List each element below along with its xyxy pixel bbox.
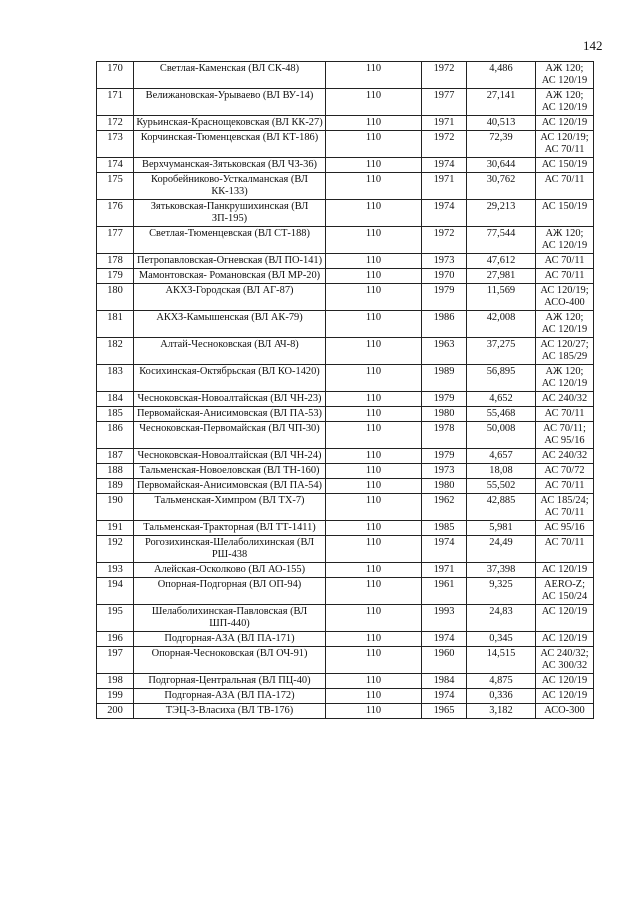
length-cell: 47,612 xyxy=(467,254,536,269)
year-cell: 1971 xyxy=(422,563,467,578)
voltage-cell: 110 xyxy=(326,227,422,254)
table-row xyxy=(97,422,594,449)
length-cell: 50,008 xyxy=(467,422,536,449)
line-name-cell: Корчинская-Тюменцевская (ВЛ КТ-186) xyxy=(134,131,326,158)
wire-type-cell: АС 120/19; АСО-400 xyxy=(536,284,594,311)
wire-type-cell: АС 120/19 xyxy=(536,674,594,689)
voltage-cell: 110 xyxy=(326,173,422,200)
table-row xyxy=(97,269,594,284)
line-name-cell: Тальменская-Тракторная (ВЛ ТТ-1411) xyxy=(134,521,326,536)
wire-type-cell: АС 70/11 xyxy=(536,536,594,563)
year-cell: 1974 xyxy=(422,689,467,704)
line-name-cell: Светлая-Каменская (ВЛ СК-48) xyxy=(134,62,326,89)
year-cell: 1961 xyxy=(422,578,467,605)
length-cell: 55,468 xyxy=(467,407,536,422)
year-cell: 1963 xyxy=(422,338,467,365)
table-row xyxy=(97,449,594,464)
year-cell: 1980 xyxy=(422,479,467,494)
row-number-cell: 178 xyxy=(97,254,134,269)
wire-type-cell: АЖ 120; АС 120/19 xyxy=(536,89,594,116)
length-cell: 5,981 xyxy=(467,521,536,536)
row-number-cell: 185 xyxy=(97,407,134,422)
line-name-cell: Опорная-Подгорная (ВЛ ОП-94) xyxy=(134,578,326,605)
table-row xyxy=(97,62,594,89)
table-row xyxy=(97,158,594,173)
voltage-cell: 110 xyxy=(326,536,422,563)
power-lines-table xyxy=(96,61,594,719)
length-cell: 4,486 xyxy=(467,62,536,89)
wire-type-cell: АС 120/19 xyxy=(536,689,594,704)
voltage-cell: 110 xyxy=(326,338,422,365)
table-row xyxy=(97,311,594,338)
voltage-cell: 110 xyxy=(326,158,422,173)
length-cell: 9,325 xyxy=(467,578,536,605)
wire-type-cell: АСО-300 xyxy=(536,704,594,719)
table-row xyxy=(97,479,594,494)
line-name-cell: Алейская-Осколково (ВЛ АО-155) xyxy=(134,563,326,578)
line-name-cell: Светлая-Тюменцевская (ВЛ СТ-188) xyxy=(134,227,326,254)
row-number-cell: 192 xyxy=(97,536,134,563)
voltage-cell: 110 xyxy=(326,365,422,392)
year-cell: 1972 xyxy=(422,131,467,158)
line-name-cell: Велижановская-Урываево (ВЛ ВУ-14) xyxy=(134,89,326,116)
year-cell: 1993 xyxy=(422,605,467,632)
length-cell: 4,652 xyxy=(467,392,536,407)
wire-type-cell: АС 120/19 xyxy=(536,605,594,632)
table-row xyxy=(97,689,594,704)
table-row xyxy=(97,674,594,689)
line-name-cell: АКХЗ-Городская (ВЛ АГ-87) xyxy=(134,284,326,311)
voltage-cell: 110 xyxy=(326,311,422,338)
year-cell: 1977 xyxy=(422,89,467,116)
table-row xyxy=(97,392,594,407)
table-row xyxy=(97,116,594,131)
wire-type-cell: АС 240/32; АС 300/32 xyxy=(536,647,594,674)
voltage-cell: 110 xyxy=(326,563,422,578)
voltage-cell: 110 xyxy=(326,422,422,449)
row-number-cell: 194 xyxy=(97,578,134,605)
length-cell: 56,895 xyxy=(467,365,536,392)
table-row xyxy=(97,464,594,479)
table-row xyxy=(97,131,594,158)
length-cell: 0,336 xyxy=(467,689,536,704)
wire-type-cell: АЖ 120; АС 120/19 xyxy=(536,311,594,338)
wire-type-cell: АЖ 120; АС 120/19 xyxy=(536,365,594,392)
row-number-cell: 182 xyxy=(97,338,134,365)
year-cell: 1971 xyxy=(422,116,467,131)
row-number-cell: 188 xyxy=(97,464,134,479)
year-cell: 1978 xyxy=(422,422,467,449)
year-cell: 1979 xyxy=(422,284,467,311)
table-row xyxy=(97,632,594,647)
line-name-cell: Опорная-Чесноковская (ВЛ ОЧ-91) xyxy=(134,647,326,674)
table-row xyxy=(97,704,594,719)
length-cell: 77,544 xyxy=(467,227,536,254)
wire-type-cell: АС 150/19 xyxy=(536,200,594,227)
voltage-cell: 110 xyxy=(326,674,422,689)
wire-type-cell: АС 120/19 xyxy=(536,116,594,131)
line-name-cell: Первомайская-Анисимовская (ВЛ ПА-53) xyxy=(134,407,326,422)
voltage-cell: 110 xyxy=(326,392,422,407)
length-cell: 42,008 xyxy=(467,311,536,338)
voltage-cell: 110 xyxy=(326,131,422,158)
row-number-cell: 175 xyxy=(97,173,134,200)
wire-type-cell: АС 70/11; АС 95/16 xyxy=(536,422,594,449)
year-cell: 1962 xyxy=(422,494,467,521)
year-cell: 1989 xyxy=(422,365,467,392)
voltage-cell: 110 xyxy=(326,407,422,422)
row-number-cell: 189 xyxy=(97,479,134,494)
table-row xyxy=(97,521,594,536)
length-cell: 18,08 xyxy=(467,464,536,479)
row-number-cell: 171 xyxy=(97,89,134,116)
line-name-cell: Первомайская-Анисимовская (ВЛ ПА-54) xyxy=(134,479,326,494)
voltage-cell: 110 xyxy=(326,89,422,116)
wire-type-cell: АС 120/19 xyxy=(536,563,594,578)
line-name-cell: Рогозихинская-Шелаболихинская (ВЛ РШ-438 xyxy=(134,536,326,563)
line-name-cell: Подгорная-АЗА (ВЛ ПА-171) xyxy=(134,632,326,647)
wire-type-cell: АС 70/11 xyxy=(536,479,594,494)
row-number-cell: 199 xyxy=(97,689,134,704)
length-cell: 55,502 xyxy=(467,479,536,494)
length-cell: 14,515 xyxy=(467,647,536,674)
wire-type-cell: АС 70/11 xyxy=(536,269,594,284)
year-cell: 1972 xyxy=(422,62,467,89)
line-name-cell: Косихинская-Октябрьская (ВЛ КО-1420) xyxy=(134,365,326,392)
year-cell: 1974 xyxy=(422,158,467,173)
table-row xyxy=(97,254,594,269)
wire-type-cell: АС 240/32 xyxy=(536,392,594,407)
row-number-cell: 186 xyxy=(97,422,134,449)
wire-type-cell: АС 70/72 xyxy=(536,464,594,479)
row-number-cell: 184 xyxy=(97,392,134,407)
voltage-cell: 110 xyxy=(326,647,422,674)
line-name-cell: ТЭЦ-3-Власиха (ВЛ ТВ-176) xyxy=(134,704,326,719)
row-number-cell: 177 xyxy=(97,227,134,254)
length-cell: 4,875 xyxy=(467,674,536,689)
row-number-cell: 187 xyxy=(97,449,134,464)
wire-type-cell: АЖ 120; АС 120/19 xyxy=(536,227,594,254)
length-cell: 30,644 xyxy=(467,158,536,173)
row-number-cell: 195 xyxy=(97,605,134,632)
row-number-cell: 174 xyxy=(97,158,134,173)
table-row xyxy=(97,536,594,563)
year-cell: 1972 xyxy=(422,227,467,254)
wire-type-cell: АС 120/19 xyxy=(536,632,594,647)
table-row xyxy=(97,284,594,311)
table-body xyxy=(97,62,594,719)
table-row xyxy=(97,365,594,392)
wire-type-cell: АС 70/11 xyxy=(536,254,594,269)
table-row xyxy=(97,563,594,578)
row-number-cell: 179 xyxy=(97,269,134,284)
table-row xyxy=(97,89,594,116)
row-number-cell: 200 xyxy=(97,704,134,719)
year-cell: 1985 xyxy=(422,521,467,536)
row-number-cell: 193 xyxy=(97,563,134,578)
voltage-cell: 110 xyxy=(326,284,422,311)
year-cell: 1974 xyxy=(422,200,467,227)
voltage-cell: 110 xyxy=(326,578,422,605)
year-cell: 1970 xyxy=(422,269,467,284)
line-name-cell: Шелаболихинская-Павловская (ВЛ ШП-440) xyxy=(134,605,326,632)
table-row xyxy=(97,494,594,521)
voltage-cell: 110 xyxy=(326,449,422,464)
table-row xyxy=(97,647,594,674)
row-number-cell: 190 xyxy=(97,494,134,521)
line-name-cell: Мамонтовская- Романовская (ВЛ МР-20) xyxy=(134,269,326,284)
length-cell: 72,39 xyxy=(467,131,536,158)
voltage-cell: 110 xyxy=(326,269,422,284)
row-number-cell: 180 xyxy=(97,284,134,311)
wire-type-cell: АС 150/19 xyxy=(536,158,594,173)
row-number-cell: 197 xyxy=(97,647,134,674)
length-cell: 27,981 xyxy=(467,269,536,284)
row-number-cell: 191 xyxy=(97,521,134,536)
voltage-cell: 110 xyxy=(326,632,422,647)
wire-type-cell: АС 185/24; АС 70/11 xyxy=(536,494,594,521)
voltage-cell: 110 xyxy=(326,689,422,704)
row-number-cell: 176 xyxy=(97,200,134,227)
length-cell: 42,885 xyxy=(467,494,536,521)
line-name-cell: Алтай-Чесноковская (ВЛ АЧ-8) xyxy=(134,338,326,365)
length-cell: 24,83 xyxy=(467,605,536,632)
length-cell: 37,275 xyxy=(467,338,536,365)
length-cell: 30,762 xyxy=(467,173,536,200)
row-number-cell: 198 xyxy=(97,674,134,689)
wire-type-cell: AERO-Z; АС 150/24 xyxy=(536,578,594,605)
row-number-cell: 181 xyxy=(97,311,134,338)
line-name-cell: Тальменская-Новоеловская (ВЛ ТН-160) xyxy=(134,464,326,479)
table-row xyxy=(97,338,594,365)
year-cell: 1984 xyxy=(422,674,467,689)
length-cell: 4,657 xyxy=(467,449,536,464)
year-cell: 1971 xyxy=(422,173,467,200)
year-cell: 1973 xyxy=(422,464,467,479)
length-cell: 24,49 xyxy=(467,536,536,563)
length-cell: 11,569 xyxy=(467,284,536,311)
wire-type-cell: АС 120/27; АС 185/29 xyxy=(536,338,594,365)
voltage-cell: 110 xyxy=(326,479,422,494)
line-name-cell: Коробейниково-Усткалманская (ВЛ КК-133) xyxy=(134,173,326,200)
line-name-cell: Чесноковская-Новоалтайская (ВЛ ЧН-23) xyxy=(134,392,326,407)
row-number-cell: 173 xyxy=(97,131,134,158)
voltage-cell: 110 xyxy=(326,494,422,521)
voltage-cell: 110 xyxy=(326,704,422,719)
wire-type-cell: АС 95/16 xyxy=(536,521,594,536)
row-number-cell: 183 xyxy=(97,365,134,392)
year-cell: 1965 xyxy=(422,704,467,719)
voltage-cell: 110 xyxy=(326,605,422,632)
year-cell: 1973 xyxy=(422,254,467,269)
line-name-cell: Петропавловская-Огневская (ВЛ ПО-141) xyxy=(134,254,326,269)
year-cell: 1979 xyxy=(422,392,467,407)
line-name-cell: Тальменская-Химпром (ВЛ ТХ-7) xyxy=(134,494,326,521)
voltage-cell: 110 xyxy=(326,200,422,227)
length-cell: 40,513 xyxy=(467,116,536,131)
wire-type-cell: АС 70/11 xyxy=(536,407,594,422)
table-row xyxy=(97,578,594,605)
wire-type-cell: АС 70/11 xyxy=(536,173,594,200)
table-row xyxy=(97,200,594,227)
voltage-cell: 110 xyxy=(326,464,422,479)
year-cell: 1980 xyxy=(422,407,467,422)
row-number-cell: 170 xyxy=(97,62,134,89)
voltage-cell: 110 xyxy=(326,116,422,131)
length-cell: 3,182 xyxy=(467,704,536,719)
voltage-cell: 110 xyxy=(326,254,422,269)
line-name-cell: Подгорная-Центральная (ВЛ ПЦ-40) xyxy=(134,674,326,689)
year-cell: 1986 xyxy=(422,311,467,338)
table-row xyxy=(97,407,594,422)
wire-type-cell: АС 120/19; АС 70/11 xyxy=(536,131,594,158)
year-cell: 1974 xyxy=(422,632,467,647)
line-name-cell: Подгорная-АЗА (ВЛ ПА-172) xyxy=(134,689,326,704)
table-row xyxy=(97,173,594,200)
length-cell: 27,141 xyxy=(467,89,536,116)
year-cell: 1960 xyxy=(422,647,467,674)
table-row xyxy=(97,605,594,632)
year-cell: 1979 xyxy=(422,449,467,464)
length-cell: 0,345 xyxy=(467,632,536,647)
page-number: 142 xyxy=(583,38,603,53)
length-cell: 29,213 xyxy=(467,200,536,227)
voltage-cell: 110 xyxy=(326,521,422,536)
wire-type-cell: АС 240/32 xyxy=(536,449,594,464)
line-name-cell: АКХЗ-Камышенская (ВЛ АК-79) xyxy=(134,311,326,338)
voltage-cell: 110 xyxy=(326,62,422,89)
line-name-cell: Чесноковская-Новоалтайская (ВЛ ЧН-24) xyxy=(134,449,326,464)
wire-type-cell: АЖ 120; АС 120/19 xyxy=(536,62,594,89)
row-number-cell: 172 xyxy=(97,116,134,131)
line-name-cell: Верхчуманская-Зятьковская (ВЛ ЧЗ-36) xyxy=(134,158,326,173)
row-number-cell: 196 xyxy=(97,632,134,647)
line-name-cell: Чесноковская-Первомайская (ВЛ ЧП-30) xyxy=(134,422,326,449)
table-row xyxy=(97,227,594,254)
year-cell: 1974 xyxy=(422,536,467,563)
line-name-cell: Зятьковская-Панкрушихинская (ВЛ ЗП-195) xyxy=(134,200,326,227)
length-cell: 37,398 xyxy=(467,563,536,578)
line-name-cell: Курьинская-Краснощековская (ВЛ КК-27) xyxy=(134,116,326,131)
